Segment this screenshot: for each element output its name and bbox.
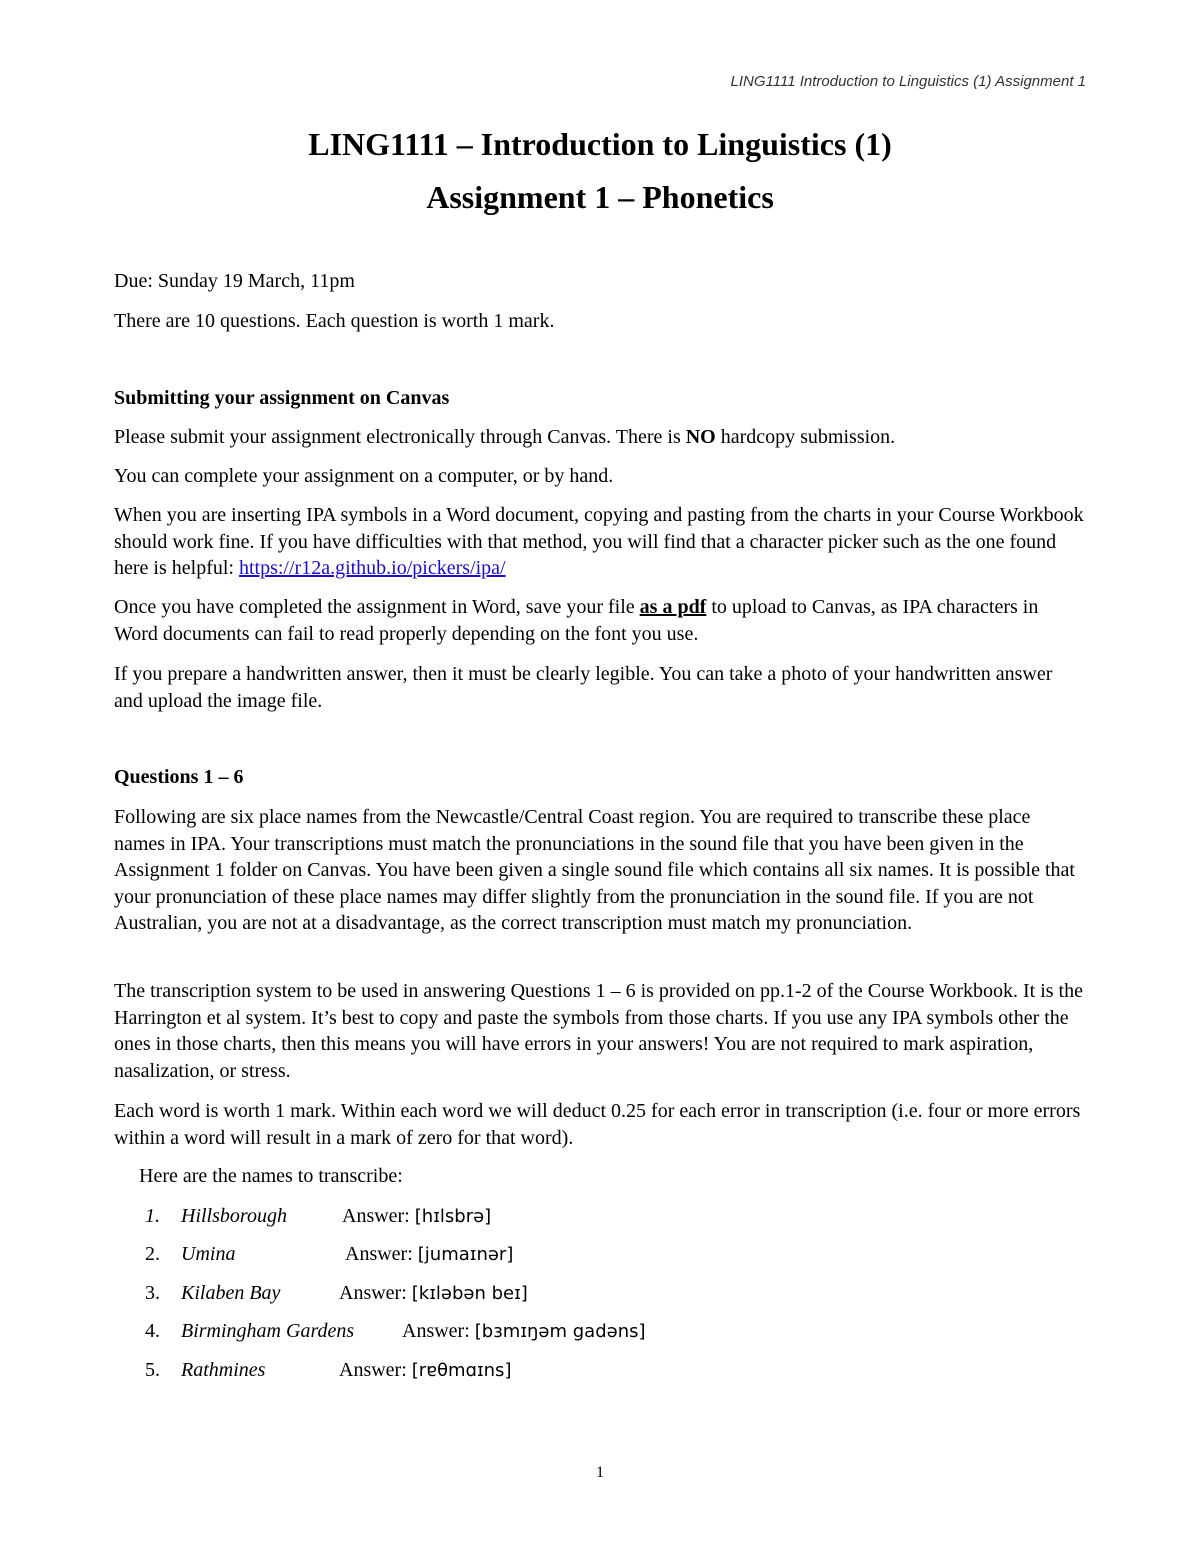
answer-label: Answer:: [345, 1243, 418, 1265]
item-number: 3.: [145, 1282, 160, 1304]
emphasis-no: NO: [685, 426, 716, 448]
document-title: LING1111 – Introduction to Linguistics (1): [308, 126, 892, 162]
questions-paragraph-1: Following are six place names from the Newcastle/Central Coast region. You are required to transcribe these place names in IPA. Your transcriptions must match the pronunciations in the sound file that you have been given in the Assignment 1 folder on Canvas. You have been given a single sound file which contains all six names. It is possible that your pronunciation of these place names may differ slightly from the pronunciation in the sound file. If you are not Australian, you are not at a disadvantage, as the correct transcription must match my pronunciation.: [114, 806, 1075, 934]
place-name: Umina: [181, 1243, 236, 1265]
item-number: 5.: [145, 1359, 160, 1381]
answer: [342, 1203, 491, 1230]
submitting-heading: Submitting your assignment on Canvas: [114, 387, 450, 409]
text: hardcopy submission.: [715, 426, 896, 448]
text: to upload to Canvas, as IPA characters in Word documents can fail to read properly depending on the font you use.: [114, 596, 1039, 645]
submitting-paragraph-3: [114, 502, 1086, 582]
answer: [339, 1357, 511, 1384]
submitting-paragraph-4: [114, 594, 1086, 647]
answer-transcription: [kɪləbən beɪ]: [411, 1283, 528, 1304]
running-header: LING1111 Introduction to Linguistics (1) Assignment 1: [730, 73, 1086, 90]
place-name: Hillsborough: [181, 1205, 287, 1227]
submitting-paragraph-5: If you prepare a handwritten answer, then it must be clearly legible. You can take a photo of your handwritten answer and upload the image file.: [114, 663, 1053, 712]
text: When you are inserting IPA symbols in a Word document, copying and pasting from the charts in your Course Workbook should work fine. If you have difficulties with that method, you will find that a character picker such as the one found here is helpful:: [114, 504, 1084, 579]
place-name: Kilaben Bay: [181, 1282, 281, 1304]
submitting-paragraph-2: You can complete your assignment on a computer, or by hand.: [114, 465, 614, 487]
document-subtitle: Assignment 1 – Phonetics: [426, 179, 774, 215]
answer-transcription: [jumaɪnər]: [417, 1244, 514, 1265]
submitting-paragraph-1: [114, 424, 1086, 451]
answer-label: Answer:: [339, 1282, 412, 1304]
place-name: Rathmines: [181, 1359, 266, 1381]
item-number: 4.: [145, 1320, 160, 1342]
due-date: Due: Sunday 19 March, 11pm: [114, 270, 355, 292]
item-number: 1.: [145, 1205, 160, 1227]
list-intro: Here are the names to transcribe:: [139, 1165, 403, 1187]
answer: [402, 1318, 646, 1345]
emphasis-as-pdf: as a pdf: [639, 596, 707, 618]
answer: [345, 1241, 513, 1268]
text: Please submit your assignment electronically through Canvas. There is: [114, 426, 686, 448]
ipa-picker-link[interactable]: https://r12a.github.io/pickers/ipa/: [238, 557, 506, 579]
answer-transcription: [rɐθmɑɪns]: [411, 1360, 512, 1381]
answer-label: Answer:: [342, 1205, 415, 1227]
answer-label: Answer:: [339, 1359, 412, 1381]
place-name: Birmingham Gardens: [181, 1320, 355, 1342]
answer: [339, 1280, 528, 1307]
page-number: 1: [596, 1464, 604, 1481]
questions-paragraph-3: Each word is worth 1 mark. Within each word we will deduct 0.25 for each error in transcription (i.e. four or more errors within a word will result in a mark of zero for that word).: [114, 1100, 1081, 1149]
questions-paragraph-2: The transcription system to be used in answering Questions 1 – 6 is provided on pp.1-2 of the Course Workbook. It is the Harrington et al system. It’s best to copy and paste the symbols from those charts. If you use any IPA symbols other the ones in those charts, then this means you will have errors in your answers! You are not required to mark aspiration, nasalization, or stress.: [114, 980, 1083, 1082]
answer-label: Answer:: [402, 1320, 475, 1342]
item-number: 2.: [145, 1243, 160, 1265]
text: Once you have completed the assignment in Word, save your file: [114, 596, 640, 618]
answer-transcription: [hɪlsbrə]: [414, 1206, 492, 1227]
answer-transcription: [bɜmɪŋəm gadəns]: [474, 1321, 646, 1342]
questions-info: There are 10 questions. Each question is worth 1 mark.: [114, 310, 555, 332]
questions-heading: Questions 1 – 6: [114, 766, 244, 788]
